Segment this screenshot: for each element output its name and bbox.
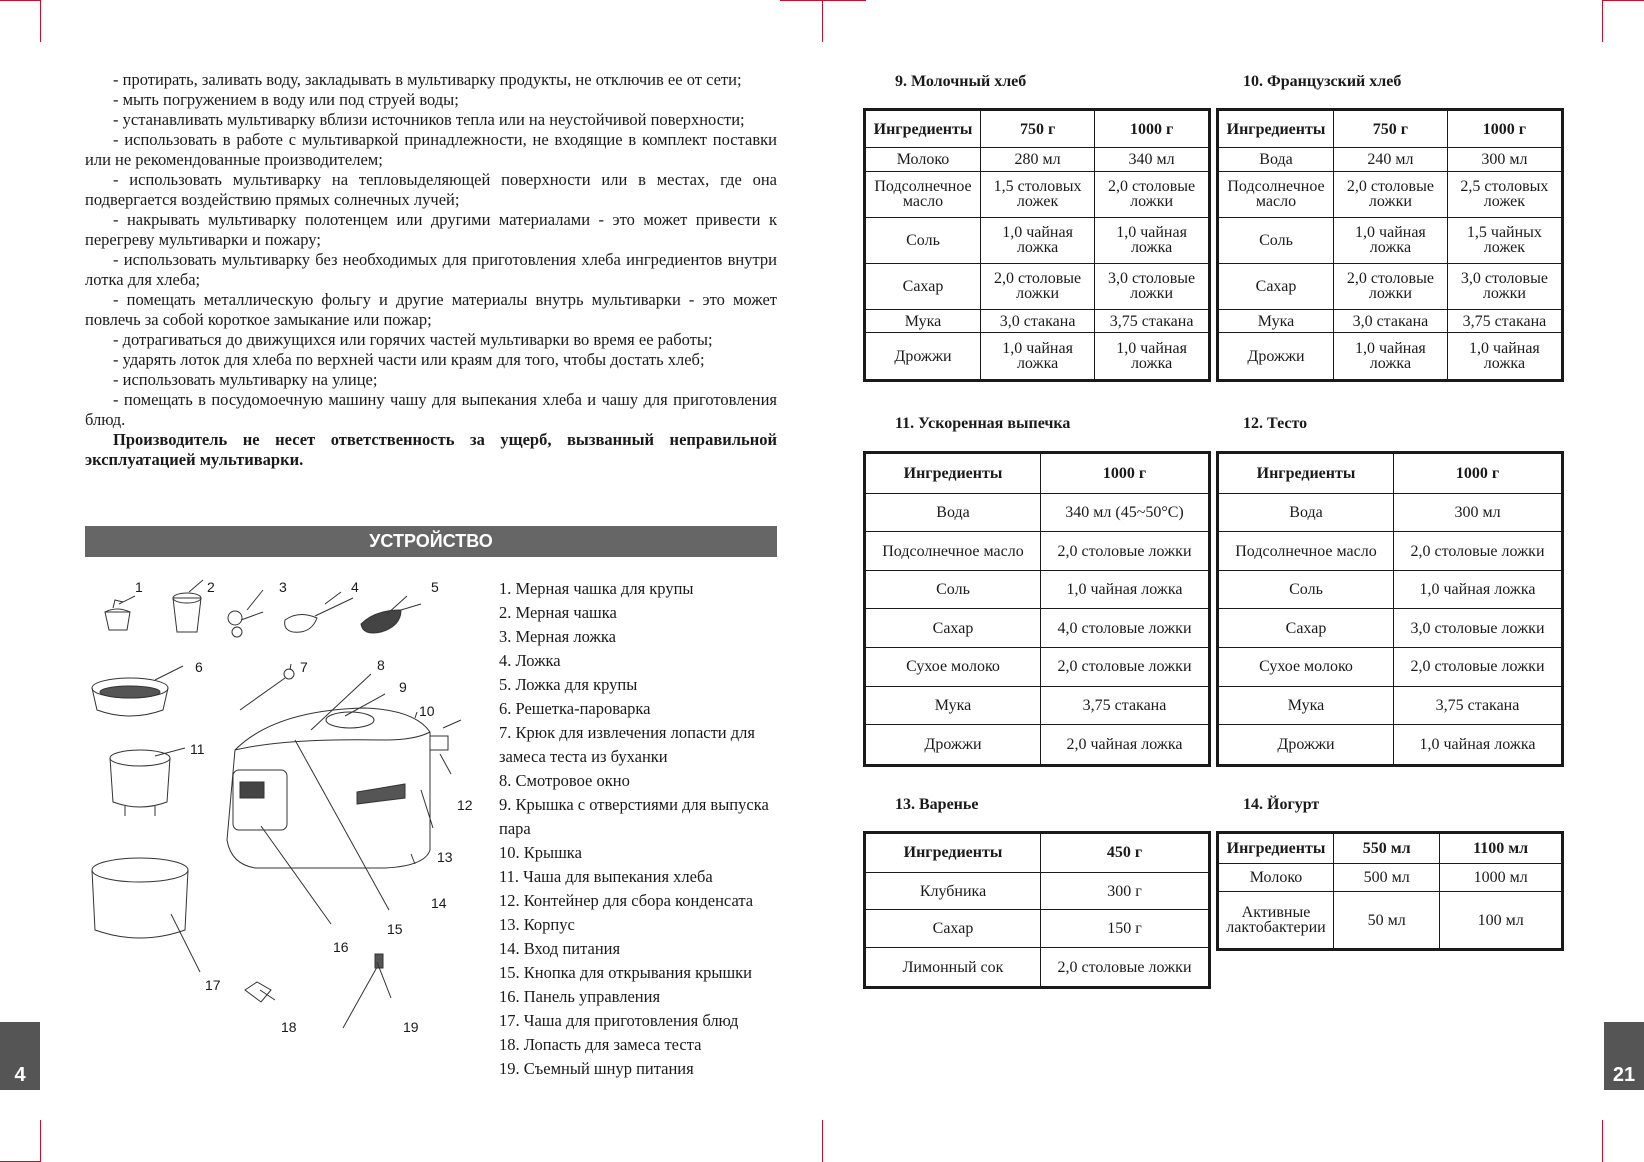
list-item: 17. Чаша для приготовления блюд xyxy=(499,1011,739,1030)
diagram-label: 17 xyxy=(205,977,221,993)
table-header: 1000 г xyxy=(1394,453,1563,494)
table-cell: Клубника xyxy=(865,872,1041,910)
diagram-label: 13 xyxy=(437,849,453,865)
diagram-label: 18 xyxy=(281,1019,297,1035)
table-cell: 1000 мл xyxy=(1440,863,1563,892)
list-item: 15. Кнопка для открывания крышки xyxy=(499,963,752,982)
table-cell: Дрожжи xyxy=(1218,333,1334,381)
diagram-label: 10 xyxy=(419,703,435,719)
recipe-table-express-bake xyxy=(863,451,1211,767)
list-item: 6. Решетка-пароварка xyxy=(499,699,651,718)
table-header: 750 г xyxy=(981,110,1095,148)
table-cell: 2,5 столовых ложек xyxy=(1447,171,1562,217)
diagram-label: 15 xyxy=(387,921,403,937)
section-title: УСТРОЙСТВО xyxy=(85,526,777,557)
bread-bowl-icon xyxy=(110,750,170,816)
crop-mark xyxy=(1602,0,1644,1)
table-cell: Сахар xyxy=(1218,609,1394,648)
table-cell: Соль xyxy=(865,570,1041,609)
table-cell: Соль xyxy=(1218,570,1394,609)
table-cell: 3,75 стакана xyxy=(1394,686,1563,725)
table-cell: 2,0 столовые ложки xyxy=(1041,532,1210,571)
table-cell: Сахар xyxy=(865,910,1041,948)
safety-item: - ударять лоток для хлеба по верхней части или краям для того, чтобы достать хлеб; xyxy=(113,350,705,369)
table-cell: Молоко xyxy=(1218,863,1334,892)
list-item: 14. Вход питания xyxy=(499,939,621,958)
table-cell: 500 мл xyxy=(1334,863,1440,892)
table-cell: 2,0 столовые ложки xyxy=(1394,647,1563,686)
table-cell: 2,0 столовые ложки xyxy=(1041,647,1210,686)
recipe-title: 10. Французский хлеб xyxy=(1243,73,1402,90)
table-cell: 2,0 столовые ложки xyxy=(1334,263,1448,309)
table-cell: Подсолнечное масло xyxy=(865,171,981,217)
recipe-title: 14. Йогурт xyxy=(1243,796,1320,813)
table-cell: 50 мл xyxy=(1334,892,1440,950)
table-cell: Дрожжи xyxy=(1218,725,1394,766)
rice-spoon-icon xyxy=(361,604,421,633)
table-cell: 4,0 столовые ложки xyxy=(1041,609,1210,648)
table-header: 1000 г xyxy=(1041,453,1210,494)
list-item: 7. Крюк для извлечения лопасти для замеса теста из буханки xyxy=(499,723,755,766)
table-cell: 300 мл xyxy=(1447,148,1562,172)
diagram-label: 4 xyxy=(351,579,359,595)
table-cell: Сахар xyxy=(865,609,1041,648)
table-cell: Соль xyxy=(1218,217,1334,263)
list-item: 11. Чаша для выпекания хлеба xyxy=(499,867,713,886)
ladle-icon xyxy=(285,598,353,632)
table-cell: Молоко xyxy=(865,148,981,172)
table-cell: 1,0 чайная ложка xyxy=(1334,217,1448,263)
table-header: Ингредиенты xyxy=(1218,110,1334,148)
table-header: 1100 мл xyxy=(1440,833,1563,864)
multicooker-body xyxy=(227,708,461,868)
table-cell: Вода xyxy=(865,493,1041,532)
measuring-cup-large-icon xyxy=(173,593,201,632)
table-cell: 3,0 столовые ложки xyxy=(1095,263,1210,309)
table-cell: Подсолнечное масло xyxy=(865,532,1041,571)
table-cell: 1,0 чайная ложка xyxy=(1334,333,1448,381)
recipe-title: 12. Тесто xyxy=(1243,415,1308,432)
table-header: Ингредиенты xyxy=(1218,833,1334,864)
table-cell: 2,0 столовые ложки xyxy=(1095,171,1210,217)
safety-item: - мыть погружением в воду или под струей воды; xyxy=(113,90,459,109)
table-cell: 1,0 чайная ложка xyxy=(1041,570,1210,609)
safety-item: - помещать металлическую фольгу и другие материалы внутрь мультиварки - это может повлечь за собой короткое замыкание или пожар; xyxy=(85,290,777,329)
table-header: 750 г xyxy=(1334,110,1448,148)
list-item: 1. Мерная чашка для крупы xyxy=(499,579,694,598)
table-cell: 3,0 столовые ложки xyxy=(1394,609,1563,648)
safety-item: - использовать в работе с мультиваркой принадлежности, не входящие в комплект поставки или не рекомендованные производителем; xyxy=(85,130,777,169)
table-header: Ингредиенты xyxy=(865,833,1041,873)
table-cell: 1,0 чайная ложка xyxy=(1394,725,1563,766)
safety-item: - накрывать мультиварку полотенцем или другими материалами - это может привести к перегреву мультиварки и пожару; xyxy=(85,210,777,249)
table-cell: 1,0 чайная ложка xyxy=(1447,333,1562,381)
table-cell: 340 мл xyxy=(1095,148,1210,172)
table-cell: 3,0 стакана xyxy=(1334,309,1448,333)
measuring-cup-icon xyxy=(105,600,130,630)
diagram-label: 9 xyxy=(399,679,407,695)
table-cell: 280 мл xyxy=(981,148,1095,172)
disclaimer: Производитель не несет ответственность за ущерб, вызванный неправильной эксплуатацией мультиварки. xyxy=(85,430,777,469)
measuring-spoon-icon xyxy=(228,611,263,637)
safety-item: - использовать мультиварку без необходимых для приготовления хлеба ингредиентов внутри лотка для хлеба; xyxy=(85,250,777,289)
table-cell: 300 г xyxy=(1041,872,1210,910)
safety-instructions xyxy=(85,70,777,470)
table-cell: 300 мл xyxy=(1394,493,1563,532)
table-cell: 100 мл xyxy=(1440,892,1563,950)
table-header: 1000 г xyxy=(1095,110,1210,148)
list-item: 9. Крышка с отверстиями для выпуска пара xyxy=(499,795,769,838)
steamer-basket-icon xyxy=(92,678,168,716)
list-item: 12. Контейнер для сбора конденсата xyxy=(499,891,754,910)
diagram-label: 16 xyxy=(333,939,349,955)
recipe-title: 13. Варенье xyxy=(895,796,979,813)
power-cord-icon xyxy=(343,954,383,1028)
table-cell: Активные лактобактерии xyxy=(1218,892,1334,950)
diagram-label: 3 xyxy=(279,579,287,595)
table-cell: Соль xyxy=(865,217,981,263)
list-item: 16. Панель управления xyxy=(499,987,661,1006)
diagram-label: 8 xyxy=(377,657,385,673)
page-number-left: 4 xyxy=(0,1022,40,1090)
table-cell: Мука xyxy=(865,686,1041,725)
list-item: 19. Съемный шнур питания xyxy=(499,1059,694,1078)
table-header: Ингредиенты xyxy=(865,110,981,148)
table-header: 450 г xyxy=(1041,833,1210,873)
list-item: 10. Крышка xyxy=(499,843,582,862)
crop-mark xyxy=(1602,1120,1603,1162)
kneading-paddle-icon xyxy=(245,982,271,1002)
list-item: 8. Смотровое окно xyxy=(499,771,630,790)
table-cell: 1,0 чайная ложка xyxy=(981,333,1095,381)
table-cell: Дрожжи xyxy=(865,333,981,381)
diagram-label: 12 xyxy=(457,797,473,813)
table-cell: 2,0 столовые ложки xyxy=(981,263,1095,309)
table-cell: 2,0 столовые ложки xyxy=(1334,171,1448,217)
safety-item: - протирать, заливать воду, закладывать в мультиварку продукты, не отключив ее от сети; xyxy=(113,70,742,89)
crop-mark xyxy=(1602,0,1603,42)
list-item: 4. Ложка xyxy=(499,651,561,670)
diagram-label: 7 xyxy=(300,659,308,675)
table-cell: 3,0 столовые ложки xyxy=(1447,263,1562,309)
hook-icon xyxy=(240,669,294,710)
safety-item: - дотрагиваться до движущихся или горячих частей мультиварки во время ее работы; xyxy=(113,330,713,349)
list-item: 5. Ложка для крупы xyxy=(499,675,638,694)
table-cell: 1,0 чайная ложка xyxy=(1394,570,1563,609)
recipe-table-french-bread xyxy=(1216,108,1564,382)
table-cell: 340 мл (45~50°C) xyxy=(1041,493,1210,532)
list-item: 18. Лопасть для замеса теста xyxy=(499,1035,702,1054)
table-cell: 1,0 чайная ложка xyxy=(1095,333,1210,381)
table-header: Ингредиенты xyxy=(1218,453,1394,494)
diagram-label: 1 xyxy=(135,579,143,595)
crop-mark xyxy=(822,1120,823,1162)
diagram-label: 5 xyxy=(431,579,439,595)
parts-list xyxy=(499,577,799,1081)
table-cell: Лимонный сок xyxy=(865,948,1041,988)
diagram-label: 14 xyxy=(431,895,447,911)
table-cell: Мука xyxy=(1218,309,1334,333)
table-header: 550 мл xyxy=(1334,833,1440,864)
table-cell: 3,75 стакана xyxy=(1447,309,1562,333)
safety-item: - устанавливать мультиварку вблизи источников тепла или на неустойчивой поверхности; xyxy=(113,110,745,129)
table-cell: 3,75 стакана xyxy=(1041,686,1210,725)
recipe-title: 9. Молочный хлеб xyxy=(895,73,1027,90)
page-number-right: 21 xyxy=(1604,1022,1644,1090)
table-cell: Дрожжи xyxy=(865,725,1041,766)
safety-item: - использовать мультиварку на тепловыделяющей поверхности или в местах, где она подвергается воздействию прямых солнечных лучей; xyxy=(85,170,777,209)
recipe-table-milk-bread xyxy=(863,108,1211,382)
diagram-label: 11 xyxy=(190,741,205,757)
recipe-table-dough xyxy=(1216,451,1564,767)
list-item: 13. Корпус xyxy=(499,915,575,934)
recipe-table-jam xyxy=(863,831,1211,989)
table-cell: Сухое молоко xyxy=(865,647,1041,686)
table-cell: 3,0 стакана xyxy=(981,309,1095,333)
table-cell: 2,0 столовые ложки xyxy=(1041,948,1210,988)
crop-mark xyxy=(0,0,40,1)
table-cell: Подсолнечное масло xyxy=(1218,171,1334,217)
table-cell: 240 мл xyxy=(1334,148,1448,172)
recipe-title: 11. Ускоренная выпечка xyxy=(895,415,1071,432)
crop-mark xyxy=(780,0,866,1)
table-cell: Вода xyxy=(1218,493,1394,532)
diagram-label: 2 xyxy=(207,579,215,595)
table-cell: 1,0 чайная ложка xyxy=(1095,217,1210,263)
list-item: 2. Мерная чашка xyxy=(499,603,617,622)
recipe-table-yogurt xyxy=(1216,831,1564,951)
table-cell: Мука xyxy=(865,309,981,333)
table-cell: Сахар xyxy=(865,263,981,309)
table-cell: Сахар xyxy=(1218,263,1334,309)
table-cell: 2,0 чайная ложка xyxy=(1041,725,1210,766)
table-cell: Вода xyxy=(1218,148,1334,172)
table-cell: Подсолнечное масло xyxy=(1218,532,1394,571)
diagram-label: 19 xyxy=(403,1019,419,1035)
table-cell: 1,0 чайная ложка xyxy=(981,217,1095,263)
crop-mark xyxy=(40,1120,41,1162)
list-item: 3. Мерная ложка xyxy=(499,627,616,646)
table-cell: Сухое молоко xyxy=(1218,647,1394,686)
safety-item: - использовать мультиварку на улице; xyxy=(113,370,378,389)
inner-pot-icon xyxy=(92,858,188,938)
crop-mark xyxy=(40,0,41,42)
crop-mark xyxy=(822,0,823,42)
table-cell: 3,75 стакана xyxy=(1095,309,1210,333)
table-cell: 150 г xyxy=(1041,910,1210,948)
table-header: 1000 г xyxy=(1447,110,1562,148)
table-cell: Мука xyxy=(1218,686,1394,725)
table-header: Ингредиенты xyxy=(865,453,1041,494)
table-cell: 1,5 столовых ложек xyxy=(981,171,1095,217)
table-cell: 1,5 чайных ложек xyxy=(1447,217,1562,263)
device-diagram xyxy=(85,570,485,1070)
table-cell: 2,0 столовые ложки xyxy=(1394,532,1563,571)
safety-item: - помещать в посудомоечную машину чашу для выпекания хлеба и чашу для приготовления блюд. xyxy=(85,390,777,429)
diagram-label: 6 xyxy=(195,659,203,675)
